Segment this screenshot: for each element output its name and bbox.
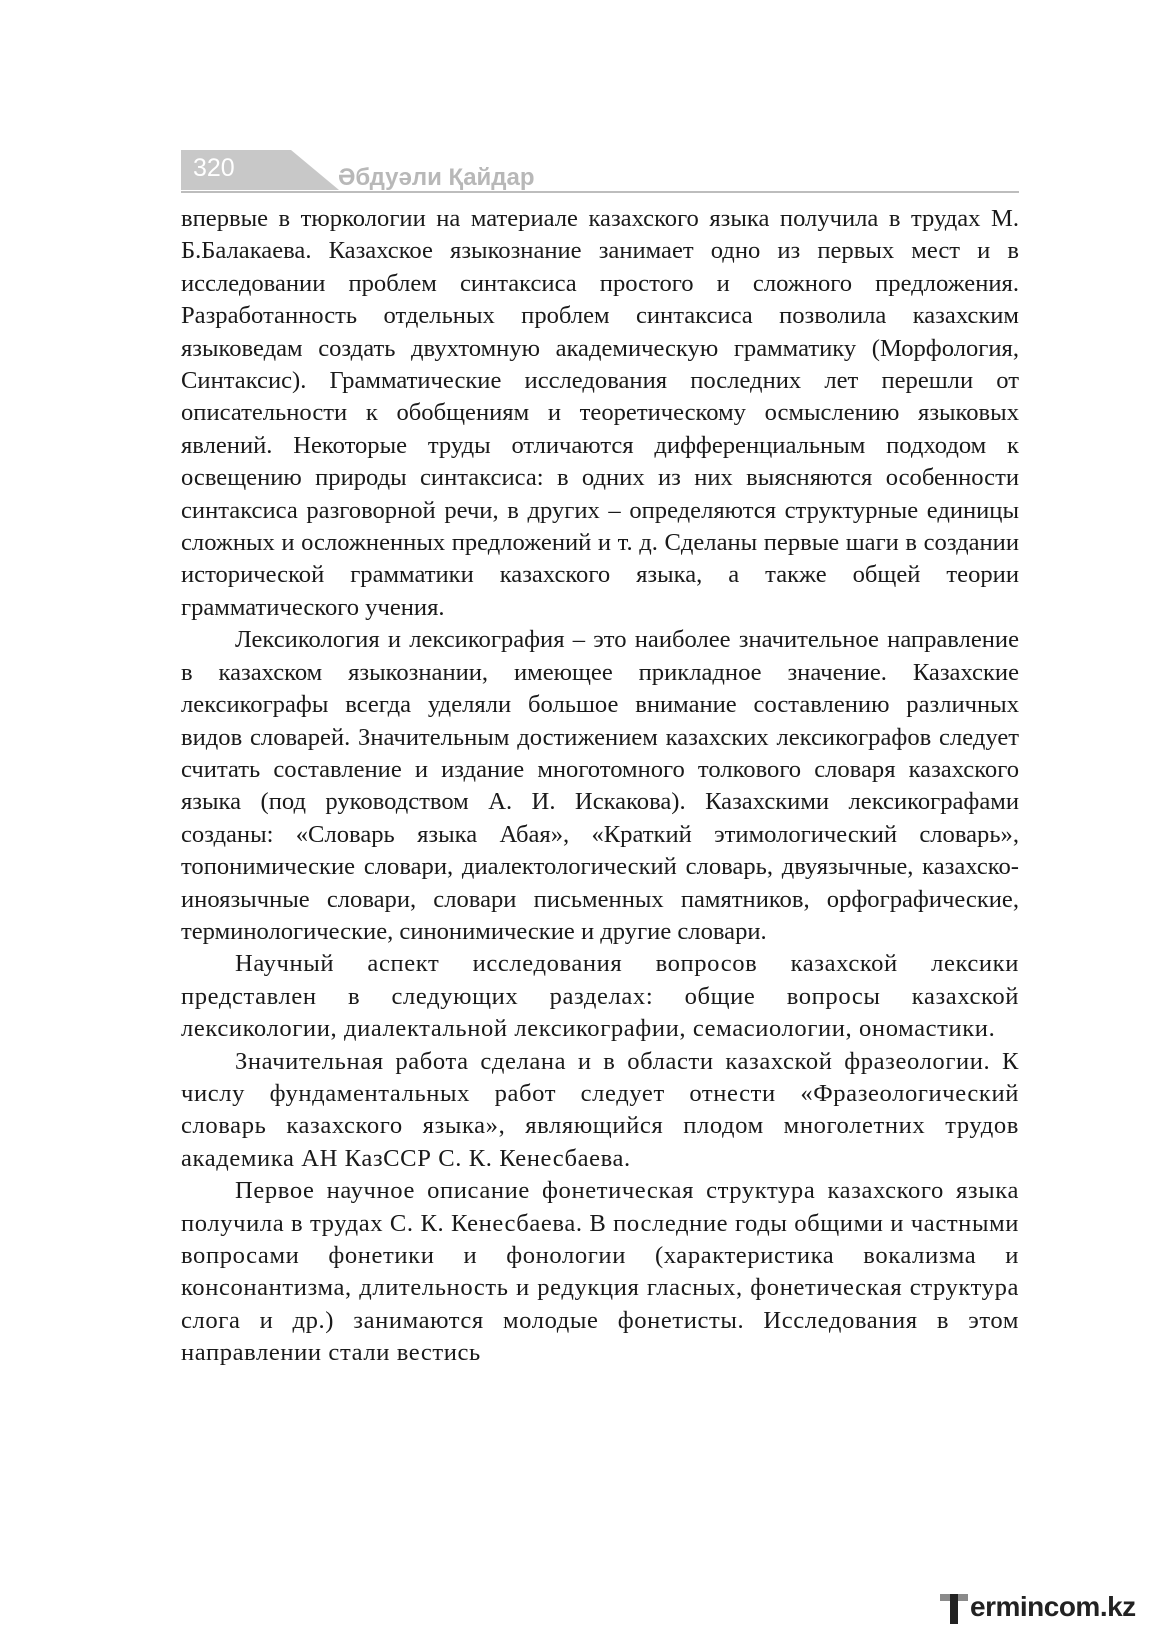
header-arrow-shape xyxy=(271,150,341,192)
paragraph-phraseology: Значительная работа сделана и в области казахской фразеологии. К числу фундаментальных работ следует отнести «Фразеологический словарь казахского языка», являющийся плодом многолетних трудов академика АН КазССР С. К. Кенесбаева. xyxy=(181,1047,1019,1172)
watermark xyxy=(940,1590,1150,1630)
text-body xyxy=(181,203,1019,1370)
running-head-author: Әбдуәли Қайдар xyxy=(338,164,535,191)
page-number-box xyxy=(181,150,273,190)
paragraph-lexicology: Лексикология и лексикография – это наиболее значительное направление в казахском языкознании, имеющее прикладное значение. Казахские лексикографы всегда уделяли большое внимание составлению различных видов словарей. Значительным достижением казахских лексикографов следует считать составление и издание многотомного толкового словаря казахского языка (под руководством А. И. Искакова). Казахскими лексикографами созданы: «Словарь языка Абая», «Краткий этимологический словарь», топонимические словари, диалектологический словарь, двуязычные, казахско-иноязычные словари, словари письменных памятников, орфографические, терминологические, синонимические и другие словари. xyxy=(181,626,1019,945)
page-number: 320 xyxy=(193,154,235,182)
paragraph-grammar: впервые в тюркологии на материале казахского языка получила в трудах М. Б.Балакаева. Казахское языкознание занимает одно из первых мест и в исследовании проблем синтаксиса простого и сложного предложения. Разработанность отдельных проблем синтаксиса позволила казахским языковедам создать двухтомную академическую грамматику (Морфология, Синтаксис). Грамматические исследования последних лет перешли от описательности к обобщениям и теоретическому осмыслению языковых явлений. Некоторые труды отличаются дифференциальным подходом к освещению природы синтаксиса: в одних из них выясняются особенности синтаксиса разговорной речи, в других – определяются структурные единицы сложных и осложненных предложений и т. д. Сделаны первые шаги в создании исторической грамматики казахского языка, а также общей теории грамматического учения. xyxy=(181,205,1019,621)
watermark-t-logo-icon xyxy=(940,1592,970,1626)
watermark-text: ermincom.kz xyxy=(970,1591,1136,1622)
paragraph-lexicology-aspects: Научный аспект исследования вопросов казахской лексики представлен в следующих разделах: общие вопросы казахской лексикологии, диалектальной лексикографии, семасиологии, ономастики. xyxy=(181,950,1019,1043)
header-rule xyxy=(181,191,1019,193)
paragraph-phonetics: Первое научное описание фонетическая структура казахского языка получила в трудах С. К. Кенесбаева. В последние годы общими и частными вопросами фонетики и фонологии (характеристика вокализма и консонантизма, длительность и редукция гласных, фонетическая структура слога и др.) занимаются молодые фонетисты. Исследования в этом направлении стали вестись xyxy=(181,1177,1019,1367)
page-header xyxy=(181,144,1019,196)
